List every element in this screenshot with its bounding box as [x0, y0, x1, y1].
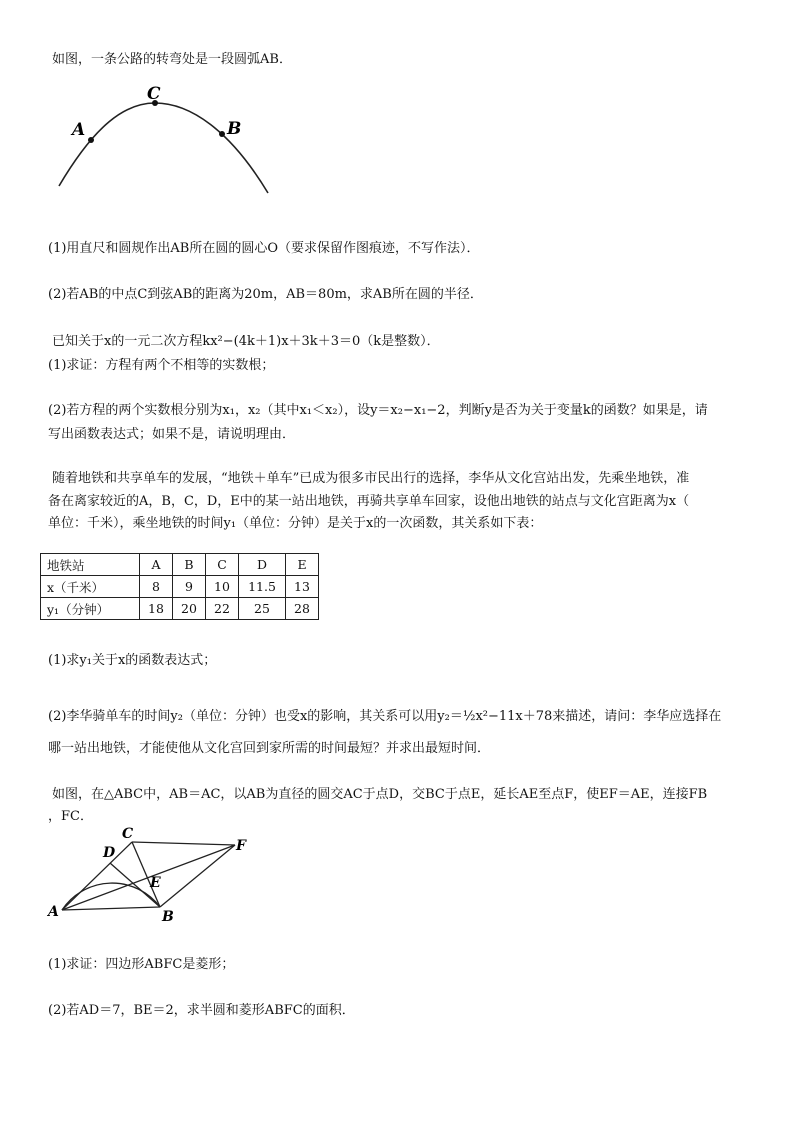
table-cell: 20	[173, 598, 206, 620]
label-b: B	[227, 119, 242, 139]
label-a: A	[72, 120, 86, 140]
q4-intro-line2: ，FC．	[48, 809, 93, 824]
table-cell: 11.5	[239, 576, 286, 598]
q3-intro-line1: 随着地铁和共享单车的发展，“地铁＋单车”已成为很多市民出行的选择，李华从文化宫站出发，先乘坐地铁，准	[52, 471, 690, 486]
table-cell: 10	[206, 576, 239, 598]
table-cell: 28	[286, 598, 319, 620]
q2-part2-line1: (2)若方程的两个实数根分别为x₁，x₂（其中x₁＜x₂），设y＝x₂−x₁−2，判断y是否为关于变量k的函数？如果是，请	[48, 403, 708, 418]
q4-intro-line1: 如图，在△ABC中，AB＝AC，以AB为直径的圆交AC于点D，交BC于点E，延长AE至点F，使EF＝AE，连接FB	[52, 787, 708, 802]
q1-part1: (1)用直尺和圆规作出AB所在圆的圆心O（要求保留作图痕迹，不写作法）．	[48, 241, 480, 256]
road-arc-figure	[55, 85, 275, 195]
table-cell: 9	[173, 576, 206, 598]
segment-af	[62, 845, 235, 910]
label-d: D	[103, 845, 116, 861]
table-cell: A	[140, 554, 173, 576]
table-cell: 22	[206, 598, 239, 620]
q3-intro-line2: 备在离家较近的A，B，C，D，E中的某一站出地铁，再骑共享单车回家，设他出地铁的站点与文化宫距离为x（	[48, 494, 690, 509]
point-a	[88, 137, 94, 143]
segment-bf	[160, 845, 235, 907]
table-cell: 13	[286, 576, 319, 598]
table-cell: 8	[140, 576, 173, 598]
table-cell: D	[239, 554, 286, 576]
segment-ab	[62, 907, 160, 910]
q3-part2-line1: (2)李华骑单车的时间y₂（单位：分钟）也受x的影响，其关系可以用y₂＝½x²−11x＋78来描述，请问：李华应选择在	[48, 709, 722, 724]
label-b: B	[162, 909, 174, 925]
table-row	[41, 576, 319, 598]
table-cell: 地铁站	[41, 554, 140, 576]
table-cell: B	[173, 554, 206, 576]
segment-cf	[132, 842, 235, 845]
label-c: C	[147, 85, 161, 104]
table-cell: y₁（分钟）	[41, 598, 140, 620]
table-cell: 25	[239, 598, 286, 620]
label-a: A	[48, 904, 59, 920]
label-c: C	[122, 826, 134, 842]
road-arc	[59, 103, 268, 193]
q3-intro-line3: 单位：千米），乘坐地铁的时间y₁（单位：分钟）是关于x的一次函数，其关系如下表：	[48, 516, 543, 531]
subway-table	[40, 553, 319, 620]
label-e: E	[150, 875, 161, 891]
q3-part1: (1)求y₁关于x的函数表达式；	[48, 653, 217, 668]
table-cell: 18	[140, 598, 173, 620]
table-cell: C	[206, 554, 239, 576]
q4-part2: (2)若AD＝7，BE＝2，求半圆和菱形ABFC的面积．	[48, 1003, 355, 1018]
q2-intro: 已知关于x的一元二次方程kx²−(4k＋1)x＋3k＋3＝0（k是整数）．	[52, 334, 440, 349]
q4-part1: (1)求证：四边形ABFC是菱形；	[48, 957, 235, 972]
table-row	[41, 598, 319, 620]
q1-part2: (2)若AB的中点C到弦AB的距离为20m，AB＝80m，求AB所在圆的半径．	[48, 287, 483, 302]
table-cell: x（千米）	[41, 576, 140, 598]
q2-part1: (1)求证：方程有两个不相等的实数根；	[48, 358, 275, 373]
segment-ac	[62, 842, 132, 910]
q3-part2-line2: 哪一站出地铁，才能使他从文化宫回到家所需的时间最短？并求出最短时间．	[48, 741, 491, 756]
table-cell: E	[286, 554, 319, 576]
rhombus-semicircle-figure	[40, 820, 280, 930]
table-header-row	[41, 554, 319, 576]
q1-intro: 如图，一条公路的转弯处是一段圆弧AB．	[52, 52, 292, 67]
point-b	[219, 131, 225, 137]
q2-part2-line2: 写出函数表达式；如果不是，请说明理由．	[48, 427, 296, 442]
label-f: F	[236, 838, 246, 854]
